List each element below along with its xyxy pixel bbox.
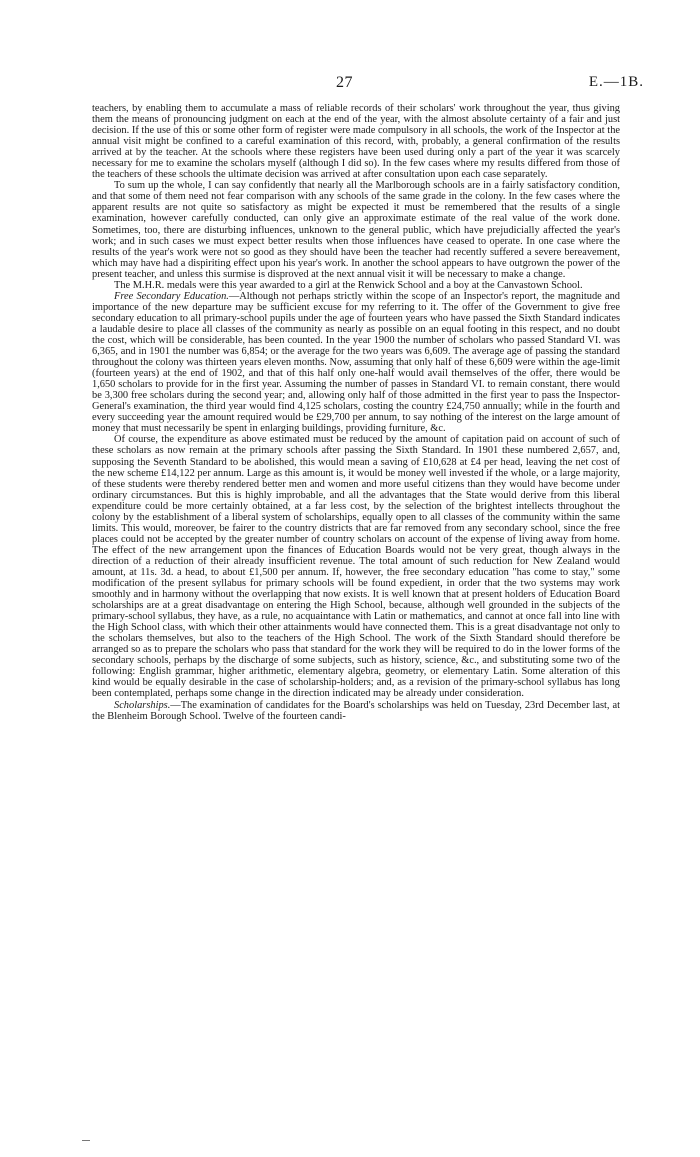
footer-rule	[82, 1140, 90, 1141]
paragraph-free-secondary-education	[92, 291, 620, 435]
paragraph-text: —Although not perhaps strictly within the scope of an Inspector's report, the magnitude and importance of the new departure may be sufficient excuse for my referring to it. The offer of the Government to give free secondary education to all primary-school pupils under the age of fourteen years who have passed the Sixth Standard indicates a laudable desire to place all classes of the community as nearly as possible on an equal footing in this respect, and no doubt the cost, which will be considerable, has been counted. In the year 1900 the number of scholars who passed Standard VI. was 6,365, and in 1901 the number was 6,854; or the average for the two years was 6,609. The average age of passing the standard throughout the colony was thirteen years eleven months. Now, assuming that only half of these 6,609 were within the age-limit (fourteen years) at the end of 1902, and that of this half only one-half would avail themselves of the offer, there would be 1,650 scholars to provide for in the first year. Assuming the number of passes in Standard VI. to remain constant, there would be 3,300 free scholars during the second year; and, allowing only half of those admitted in the first year to pass the Inspector-General's examination, the third year would find 4,125 scholars, costing the country £24,750 annually; while in the fourth and every succeeding year the amount required would be £29,700 per annum, to say nothing of the interest on the large amount of money that must necessarily be spent in enlarging buildings, providing furniture, &c.	[92, 290, 620, 435]
paragraph-text: —The examination of candidates for the Board's scholarships was held on Tuesday, 23rd December last, at the Blenheim Borough School. Twelve of the fourteen candi-	[92, 699, 620, 722]
paragraph-register-records	[92, 103, 620, 180]
paragraph-text: Of course, the expenditure as above estimated must be reduced by the amount of capitation paid on account of such of these scholars as now remain at the primary schools after passing the Sixth Standard. In 1901 these numbered 2,657, and, supposing the Seventh Standard to be abolished, this would mean a saving of £10,628 at £4 per head, leaving the net cost of the new scheme £14,122 per annum. Large as this amount is, it would be money well invested if the whole, or a large majority, of these students were thereby rendered better men and women and more useful citizens than they would have become under ordinary circumstances. But this is highly improbable, and all the advantages that the State would derive from this liberal expenditure could be more certainly obtained, at a far less cost, by the selection of the brightest intellects throughout the colony by the establishment of a liberal system of scholarships, equally open to all classes of the community within the same limits. This would, moreover, be fairer to the country districts that are far removed from any secondary school, since the free places could not be accepted by the greater number of country scholars on account of the expense of living away from home. The effect of the new arrangement upon the finances of Education Boards would not be very great, though always in the direction of a reduction of their already insufficient revenue. The total amount of such reduction for New Zealand would amount, at 11s. 3d. a head, to about £1,500 per annum. If, however, the free secondary education "has come to stay," some modification of the present syllabus for primary schools will be found expedient, in order that the two systems may work smoothly and in harmony without the overlapping that now exists. It is well known that at present holders of Education Board scholarships are at a great disadvantage on entering the High School, because, although well grounded in the subjects of the primary-school syllabus, they have, as a rule, no acquaintance with Latin or mathematics, and cannot at once fall into line with the High School class, with which their other attainments would have connected them. This is a great disadvantage not only to the scholars themselves, but also to the teachers of the High School. The work of the Sixth Standard should therefore be arranged so as to prepare the scholars who pass that standard for the work they will be required to do in the lower forms of the secondary schools, perhaps by the discharge of some subjects, such as history, science, &c., and substituting some two of the following: English grammar, higher arithmetic, elementary algebra, geometry, or elementary Latin. Some alteration of this kind would be equally desirable in the case of scholarship-holders; and, as a revision of the primary-school syllabus has long been contemplated, perhaps some change in the direction indicated may be already under consideration.	[92, 434, 620, 700]
paragraph-summary	[92, 180, 620, 279]
paragraph-text: To sum up the whole, I can say confidently that nearly all the Marlborough schools are in a fairly satisfactory condition, and that some of them need not fear comparison with any schools of the same grade in the colony. In the few cases where the apparent results are not quite so satisfactory as might be expected it must be remembered that the results of a single examination, however carefully conducted, can only give an approximate estimate of the real value of the work done. Sometimes, too, there are disturbing influences, unknown to the general public, which have prejudicially affected the year's work; and in such cases we must expect better results when those influences have ceased to operate. In one case where the results of the year's work were not so good as they should have been the teacher had recently suffered a severe bereavement, which may have had a dispiriting effect upon his year's work. In another the school appears to have outgrown the power of the present teacher, and unless this surmise is disproved at the next annual visit it will be necessary to make a change.	[92, 180, 620, 280]
paragraph-medals	[92, 280, 620, 291]
paragraph-text: teachers, by enabling them to accumulate a mass of reliable records of their scholars' work throughout the year, thus giving them the means of pronouncing judgment on each at the end of the year, with the almost absolute certainty of a fair and just decision. If the use of this or some other form of register were made compulsory in all schools, the work of the Inspector at the annual visit might be confined to a careful examination of this record, with, probably, a general confirmation of the results arrived at by the teacher. At the schools where these registers have been used during only a part of the year it was scarcely necessary for me to examine the scholars myself (although I did so). In the few cases where my results differed from those of the teachers of these schools the ultimate decision was arrived at after consultation upon each case separately.	[92, 103, 620, 181]
report-body	[92, 103, 620, 722]
section-heading: Scholarships.	[114, 699, 171, 711]
section-heading: Free Secondary Education.	[114, 290, 229, 302]
paragraph-scholarships	[92, 700, 620, 722]
document-reference: E.—1B.	[588, 74, 644, 90]
paragraph-expenditure	[92, 434, 620, 699]
page-header	[0, 74, 700, 98]
page-number: 27	[336, 74, 353, 91]
paragraph-text: The M.H.R. medals were this year awarded to a girl at the Renwick School and a boy at the Canvastown School.	[114, 279, 583, 291]
